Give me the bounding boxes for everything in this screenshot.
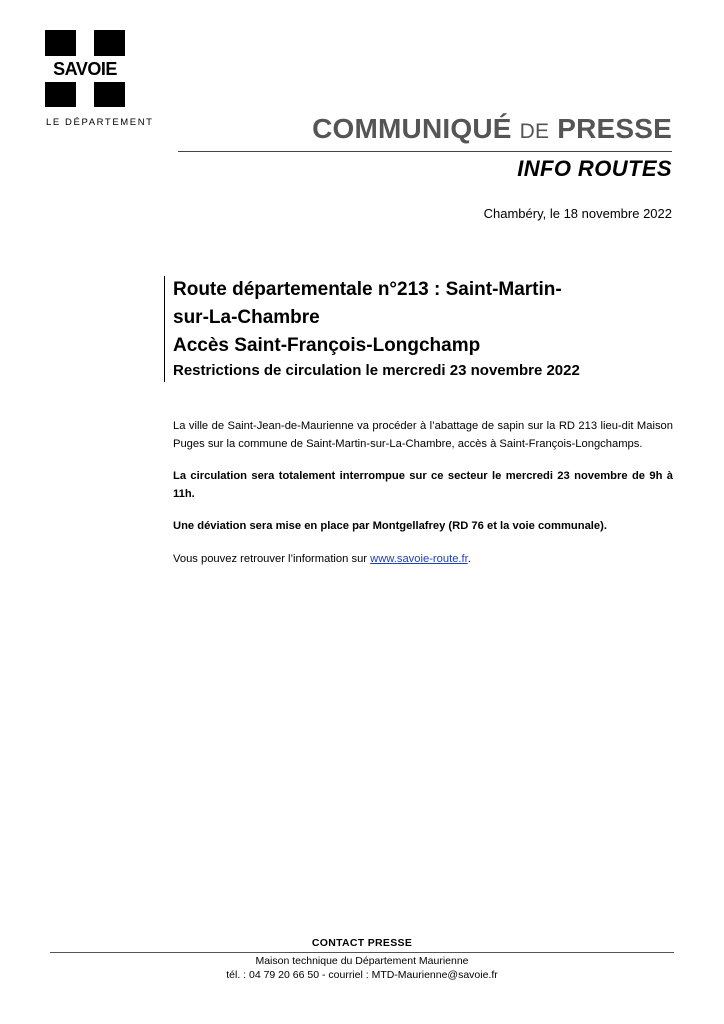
press-date: Chambéry, le 18 novembre 2022	[483, 206, 672, 221]
headline-line-1: Route départementale n°213 : Saint-Martin-	[173, 279, 562, 300]
footer-divider	[50, 952, 674, 953]
info-suffix: .	[467, 552, 471, 565]
logo-square-bottom-left	[45, 82, 76, 107]
body-paragraph-4	[173, 551, 673, 569]
body-paragraph-3: Une déviation sera mise en place par Montgellafrey (RD 76 et la voie communale).	[173, 520, 607, 532]
title-part-presse: PRESSE	[557, 113, 672, 144]
logo-square-top-right	[94, 30, 125, 56]
body-paragraph-2: La circulation sera totalement interrompue sur ce secteur le mercredi 23 novembre de 9h à 11h.	[173, 470, 673, 500]
logo-tagline: LE DÉPARTEMENT	[46, 117, 154, 128]
page-subtitle: INFO ROUTES	[517, 156, 672, 181]
contact-label: CONTACT PRESSE	[311, 937, 413, 949]
headline-line-2: sur-La-Chambre	[173, 307, 320, 328]
body-paragraph-1: La ville de Saint-Jean-de-Maurienne va procéder à l’abattage de sapin sur la RD 213 lieu-dit Maison Puges sur la commune de Saint-Martin-sur-La-Chambre, accès à Saint-François-Longchamps.	[173, 420, 673, 450]
savoie-logo	[45, 30, 125, 107]
title-part-de: DE	[519, 120, 550, 143]
body-text	[173, 418, 673, 583]
header-divider	[178, 151, 672, 152]
footer-contact-details: tél. : 04 79 20 66 50 - courriel : MTD-Maurienne@savoie.fr	[226, 969, 498, 981]
page-title	[312, 113, 672, 145]
headline-subheading: Restrictions de circulation le mercredi 23 novembre 2022	[173, 362, 580, 379]
footer-organisation: Maison technique du Département Maurienne	[255, 955, 469, 967]
savoie-route-link[interactable]: www.savoie-route.fr	[370, 552, 468, 565]
logo-square-bottom-right	[94, 82, 125, 107]
logo-square-top-left	[45, 30, 76, 56]
info-prefix: Vous pouvez retrouver l’information sur	[173, 552, 371, 565]
headline-line-3: Accès Saint-François-Longchamp	[173, 335, 481, 356]
logo-wordmark: SAVOIE	[53, 59, 117, 79]
headline-block	[164, 276, 673, 382]
title-part-communique: COMMUNIQUÉ	[312, 113, 512, 144]
